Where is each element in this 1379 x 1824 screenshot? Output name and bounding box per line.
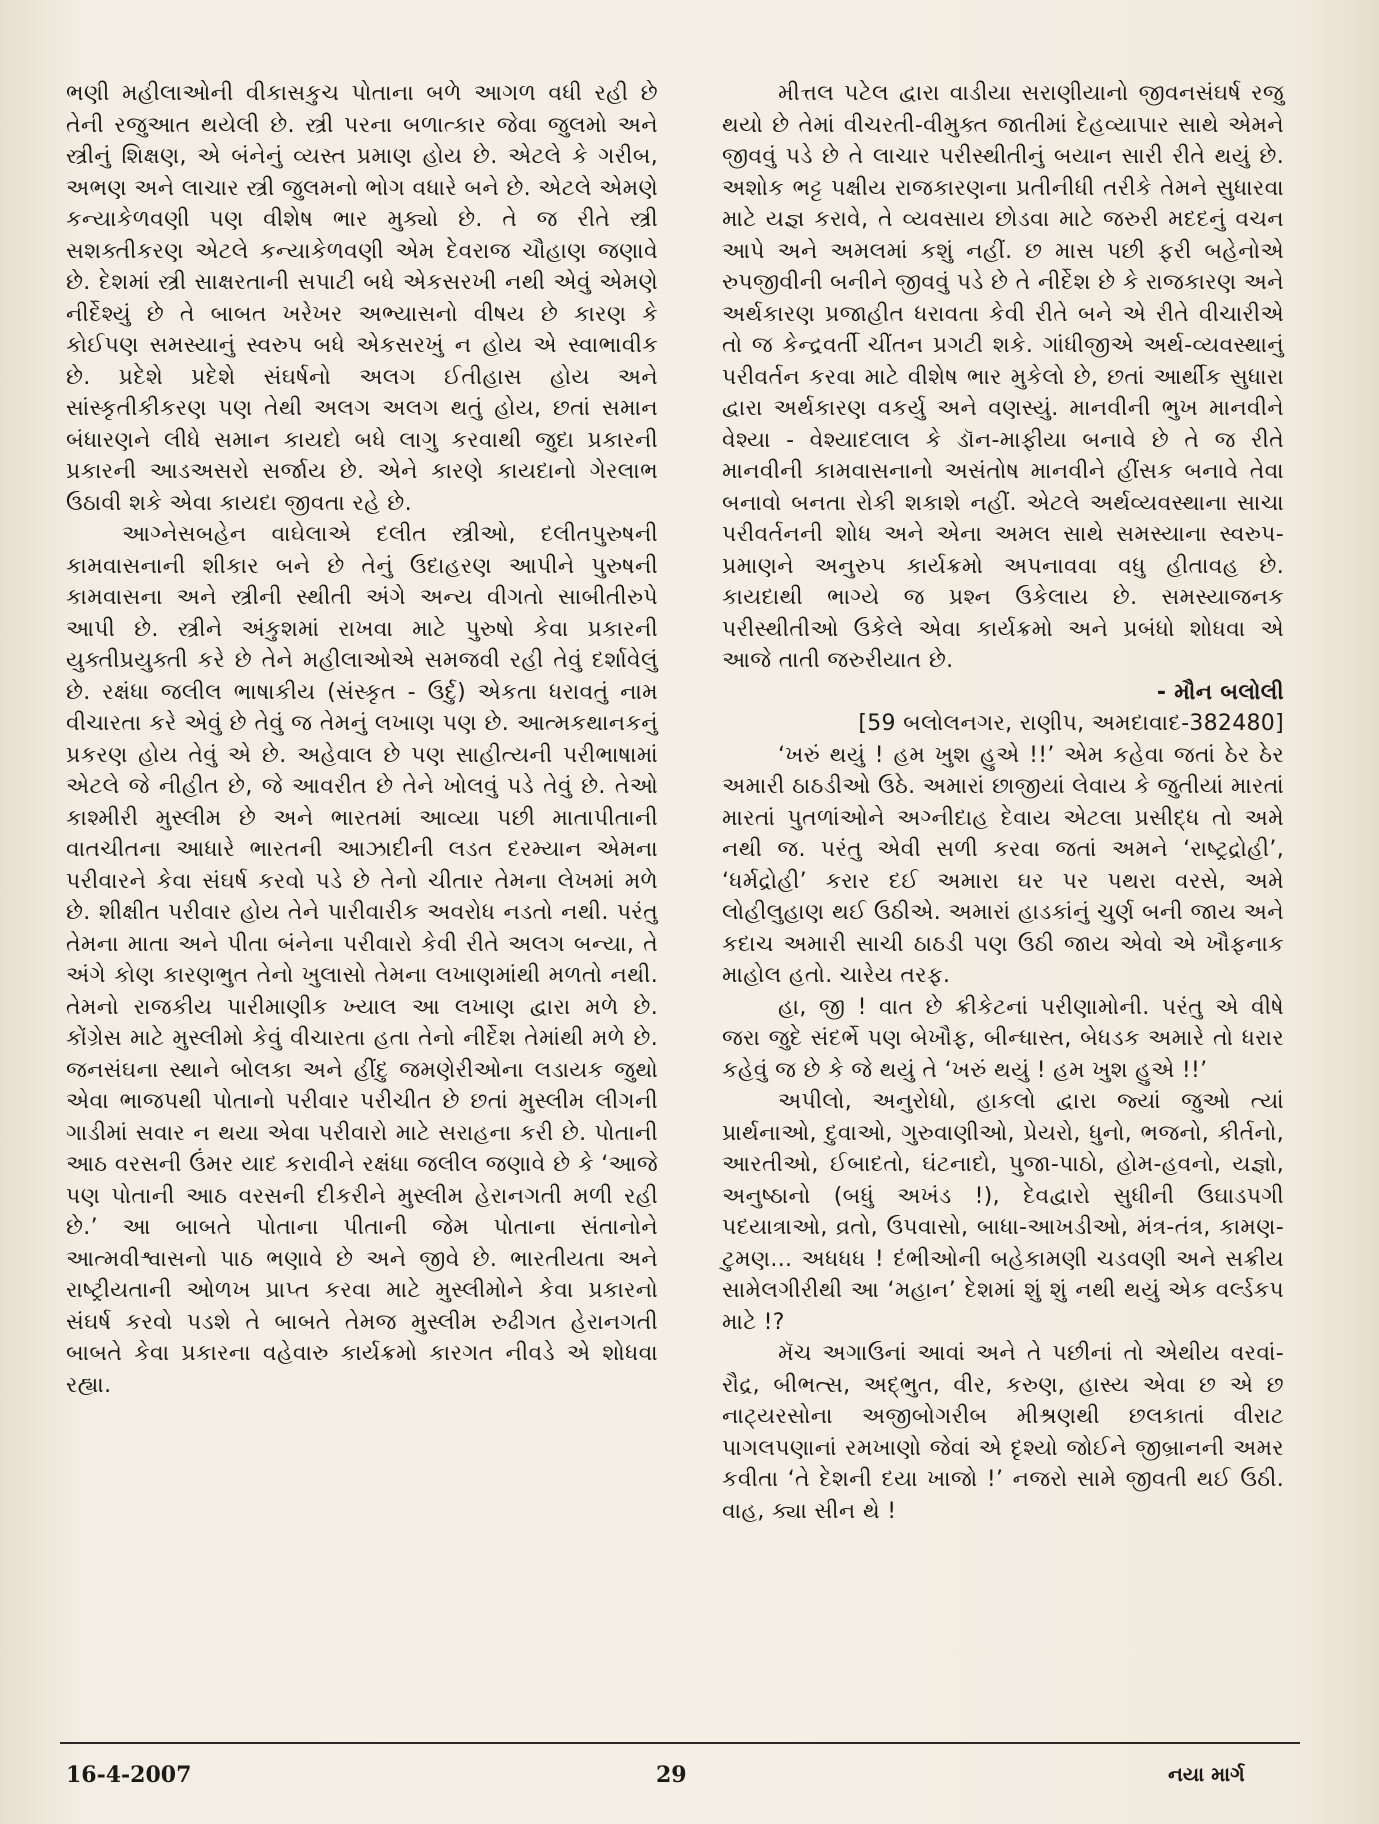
right-column <box>722 78 1284 1527</box>
right-paragraph-1: મીત્તલ પટેલ દ્વારા વાડીયા સરાણીયાનો જીવનસંઘર્ષ રજુ થયો છે તેમાં વીચરતી-વીમુક્ત જાતીમાં દેહવ્યાપાર સાથે એમને જીવવું પડે છે તે લાચાર પરીસ્થીતીનું બયાન સારી રીતે થયું છે. અશોક ભટ્ટ પક્ષીય રાજકારણના પ્રતીનીધી તરીકે તેમને સુધારવા માટે યજ્ઞ કરાવે, તે વ્યવસાય છોડવા માટે જરુરી મદદનું વચન આપે અને અમલમાં કશું નહીં. છ માસ પછી ફરી બહેનોએ રુપજીવીની બનીને જીવવું પડે છે તે નીર્દેશ છે કે રાજકારણ અને અર્થકારણ પ્રજાહીત ધરાવતા કેવી રીતે બને એ રીતે વીચારીએ તો જ કેન્દ્રવર્તી ચીંતન પ્રગટી શકે. ગાંધીજીએ અર્થ-વ્યવસ્થાનું પરીવર્તન કરવા માટે વીશેષ ભાર મુકેલો છે, છતાં આર્થીક સુધારા દ્વારા અર્થકારણ વકર્યુ અને વણસ્યું. માનવીની ભુખ માનવીને વેશ્યા - વેશ્યાદલાલ કે ડૉન-માફીયા બનાવે છે તે જ રીતે માનવીની કામવાસનાનો અસંતોષ માનવીને હીંસક બનાવે તેવા બનાવો બનતા રોકી શકાશે નહીં. એટલે અર્થવ્યવસ્થાના સાચા પરીવર્તનની શોધ અને એના અમલ સાથે સમસ્યાના સ્વરુપ-પ્રમાણને અનુરુપ કાર્યક્રમો અપનાવવા વધુ હીતાવહ છે. કાયદાથી ભાગ્યે જ પ્રશ્ન ઉકેલાય છે. સમસ્યાજનક પરીસ્થીતીઓ ઉકેલે એવા કાર્યક્રમો અને પ્રબંધો શોધવા એ આજે તાતી જરુરીયાત છે. <box>722 81 1284 673</box>
page-number: 29 <box>656 1762 687 1788</box>
author-signature: - મૌન બલોલી <box>1156 679 1284 705</box>
left-paragraph-1: ભણી મહીલાઓની વીકાસકુચ પોતાના બળે આગળ વધી રહી છે તેની રજુઆત થયેલી છે. સ્ત્રી પરના બળાત્કાર જેવા જુલમો અને સ્ત્રીનું શિક્ષણ, એ બંનેનું વ્યસ્ત પ્રમાણ હોય છે. એટલે કે ગરીબ, અભણ અને લાચાર સ્ત્રી જુલમનો ભોગ વધારે બને છે. એટલે એમણે કન્યાકેળવણી પણ વીશેષ ભાર મુક્યો છે. તે જ રીતે સ્ત્રી સશક્તીકરણ એટલે કન્યાકેળવણી એમ દેવરાજ ચૌહાણ જણાવે છે. દેશમાં સ્ત્રી સાક્ષરતાની સપાટી બધે એકસરખી નથી એવું એમણે નીર્દેશ્યું છે તે બાબત ખરેખર અભ્યાસનો વીષય છે કારણ કે કોઈપણ સમસ્યાનું સ્વરુપ બધે એકસરખું ન હોય એ સ્વાભાવીક છે. પ્રદેશે પ્રદેશે સંઘર્ષનો અલગ ઈતીહાસ હોય અને સાંસ્કૃતીકીકરણ પણ તેથી અલગ અલગ થતું હોય, છતાં સમાન બંધારણને લીધે સમાન કાયદો બધે લાગુ કરવાથી જુદા પ્રકારની પ્રકારની આડઅસરો સર્જાય છે. એને કારણે કાયદાનો ગેરલાભ ઉઠાવી શકે એવા કાયદા જીવતા રહે છે. <box>66 81 659 516</box>
author-address: [59 બલોલનગર, રાણીપ, અમદાવાદ-382480] <box>858 711 1284 736</box>
footer-divider <box>60 1742 1300 1744</box>
right-paragraph-4: અપીલો, અનુરોધો, હાકલો દ્વારા જ્યાં જુઓ ત્યાં પ્રાર્થનાઓ, દુવાઓ, ગુરુવાણીઓ, પ્રેયરો, ધુનો, ભજનો, કીર્તનો, આરતીઓ, ઈબાદતો, ઘંટનાદો, પુજા-પાઠો, હોમ-હવનો, યજ્ઞો, અનુષ્ઠાનો (બધું અખંડ !), દેવદ્વારો સુધીની ઉઘાડપગી પદયાત્રાઓ, વ્રતો, ઉપવાસો, બાધા-આખડીઓ, મંત્ર-તંત્ર, કામણ-ટુમણ... અધધધ ! દંભીઓની બહેકામણી ચડવણી અને સક્રીય સામેલગીરીથી આ ‘મહાન’ દેશમાં શું શું નથી થયું એક વર્લ્ડકપ માટે !? <box>722 1089 1284 1335</box>
right-paragraph-2: ‘ખરું થયું ! હમ ખુશ હુએ !!’ એમ કહેવા જતાં ઠેર ઠેર અમારી ઠાઠડીઓ ઉઠે. અમારાં છાજીયાં લેવાય કે જુતીયાં મારતાં મારતાં પુતળાંઓને અગ્નીદાહ દેવાય એટલા પ્રસીદ્ધ તો અમે નથી જ. પરંતુ એવી સળી કરવા જતાં અમને ‘રાષ્ટ્રદ્રોહી’, ‘ધર્મદ્રોહી’ કરાર દઈ અમારા ઘર પર પથરા વરસે, અમે લોહીલુહાણ થઈ ઉઠીએ. અમારાં હાડકાંનું ચુર્ણ બની જાય અને કદાચ અમારી સાચી ઠાઠડી પણ ઉઠી જાય એવો એ ખૌફનાક માહોલ હતો. ચારેય તરફ. <box>722 742 1284 988</box>
left-paragraph-2: આગ્નેસબહેન વાઘેલાએ દલીત સ્ત્રીઓ, દલીતપુરુષની કામવાસનાની શીકાર બને છે તેનું ઉદાહરણ આપીને પુરુષની કામવાસના અને સ્ત્રીની સ્થીતી અંગે અન્ય વીગતો સાબીતીરુપે આપી છે. સ્ત્રીને અંકુશમાં રાખવા માટે પુરુષો કેવા પ્રકારની યુક્તીપ્રયુક્તી કરે છે તેને મહીલાઓએ સમજવી રહી તેવું દર્શાવેલું છે. રક્ષંધા જલીલ ભાષાકીય (સંસ્કૃત - ઉર્દુ) એકતા ધરાવતું નામ વીચારતા કરે એવું છે તેવું જ તેમનું લખાણ પણ છે. આત્મકથાનકનું પ્રકરણ હોય તેવું એ છે. અહેવાલ છે પણ સાહીત્યની પરીભાષામાં એટલે જે નીહીત છે, જે આવરીત છે તેને ખોલવું પડે તેવું છે. તેઓ કાશ્મીરી મુસ્લીમ છે અને ભારતમાં આવ્યા પછી માતાપીતાની વાતચીતના આધારે ભારતની આઝાદીની લડત દરમ્યાન એમના પરીવારને કેવા સંઘર્ષ કરવો પડે છે તેનો ચીતાર તેમના લેખમાં મળે છે. શીક્ષીત પરીવાર હોય તેને પારીવારીક અવરોધ નડતો નથી. પરંતુ તેમના માતા અને પીતા બંનેના પરીવારો કેવી રીતે અલગ બન્યા, તે અંગે કોણ કારણભુત તેનો ખુલાસો તેમના લખાણમાંથી મળતો નથી. તેમનો રાજકીય પારીમાણીક ખ્યાલ આ લખાણ દ્વારા મળે છે. કોંગ્રેસ માટે મુસ્લીમો કેવું વીચારતા હતા તેનો નીર્દેશ તેમાંથી મળે છે. જનસંઘના સ્થાને બોલકા અને હીંદુ જમણેરીઓના લડાયક જુથો એવા ભાજપથી પોતાનો પરીવાર પરીચીત છે છતાં મુસ્લીમ લીગની ગાડીમાં સવાર ન થયા એવા પરીવારો માટે સરાહના કરી છે. પોતાની આઠ વરસની ઉંમર યાદ કરાવીને રક્ષંધા જલીલ જણાવે છે કે ‘આજે પણ પોતાની આઠ વરસની દીકરીને મુસ્લીમ હેરાનગતી મળી રહી છે.’ આ બાબતે પોતાના પીતાની જેમ પોતાના સંતાનોને આત્મવીશ્વાસનો પાઠ ભણાવે છે અને જીવે છે. ભારતીયતા અને રાષ્ટ્રીયતાની ઓળખ પ્રાપ્ત કરવા માટે મુસ્લીમોને કેવા પ્રકારનો સંઘર્ષ કરવો પડશે તે બાબતે તેમજ મુસ્લીમ રુઢીગત હેરાનગતી બાબતે કેવા પ્રકારના વહેવારુ કાર્યક્રમો કારગત નીવડે એ શોધવા રહ્યા. <box>66 522 658 1398</box>
right-paragraph-3: હા, જી ! વાત છે ક્રીકેટનાં પરીણામોની. પરંતુ એ વીષે જરા જુદે સંદર્ભે પણ બેખૌફ, બીન્ધાસ્ત, બેધડક અમારે તો ધરાર કહેવું જ છે કે જે થયું તે ‘ખરું થયું ! હમ ખુશ હુએ !!’ <box>722 994 1284 1083</box>
magazine-name: નયા માર્ગ <box>1168 1762 1245 1786</box>
left-column <box>66 78 658 1401</box>
footer-date: 16-4-2007 <box>66 1762 192 1788</box>
right-paragraph-5: મૅચ અગાઉનાં આવાં અને તે પછીનાં તો એથીય વરવાં-રૌદ્ર, બીભત્સ, અદ્ભુત, વીર, કરુણ, હાસ્ય એવા છ એ છ નાટ્યરસોના અજીબોગરીબ મીશ્રણથી છલકાતાં વીરાટ પાગલપણાનાં રમખાણો જેવાં એ દૃશ્યો જોઈને જીબ્રાનની અમર કવીતા ‘તે દેશની દયા ખાજો !’ નજરો સામે જીવતી થઈ ઉઠી. વાહ, ક્યા સીન થે ! <box>722 1341 1284 1524</box>
